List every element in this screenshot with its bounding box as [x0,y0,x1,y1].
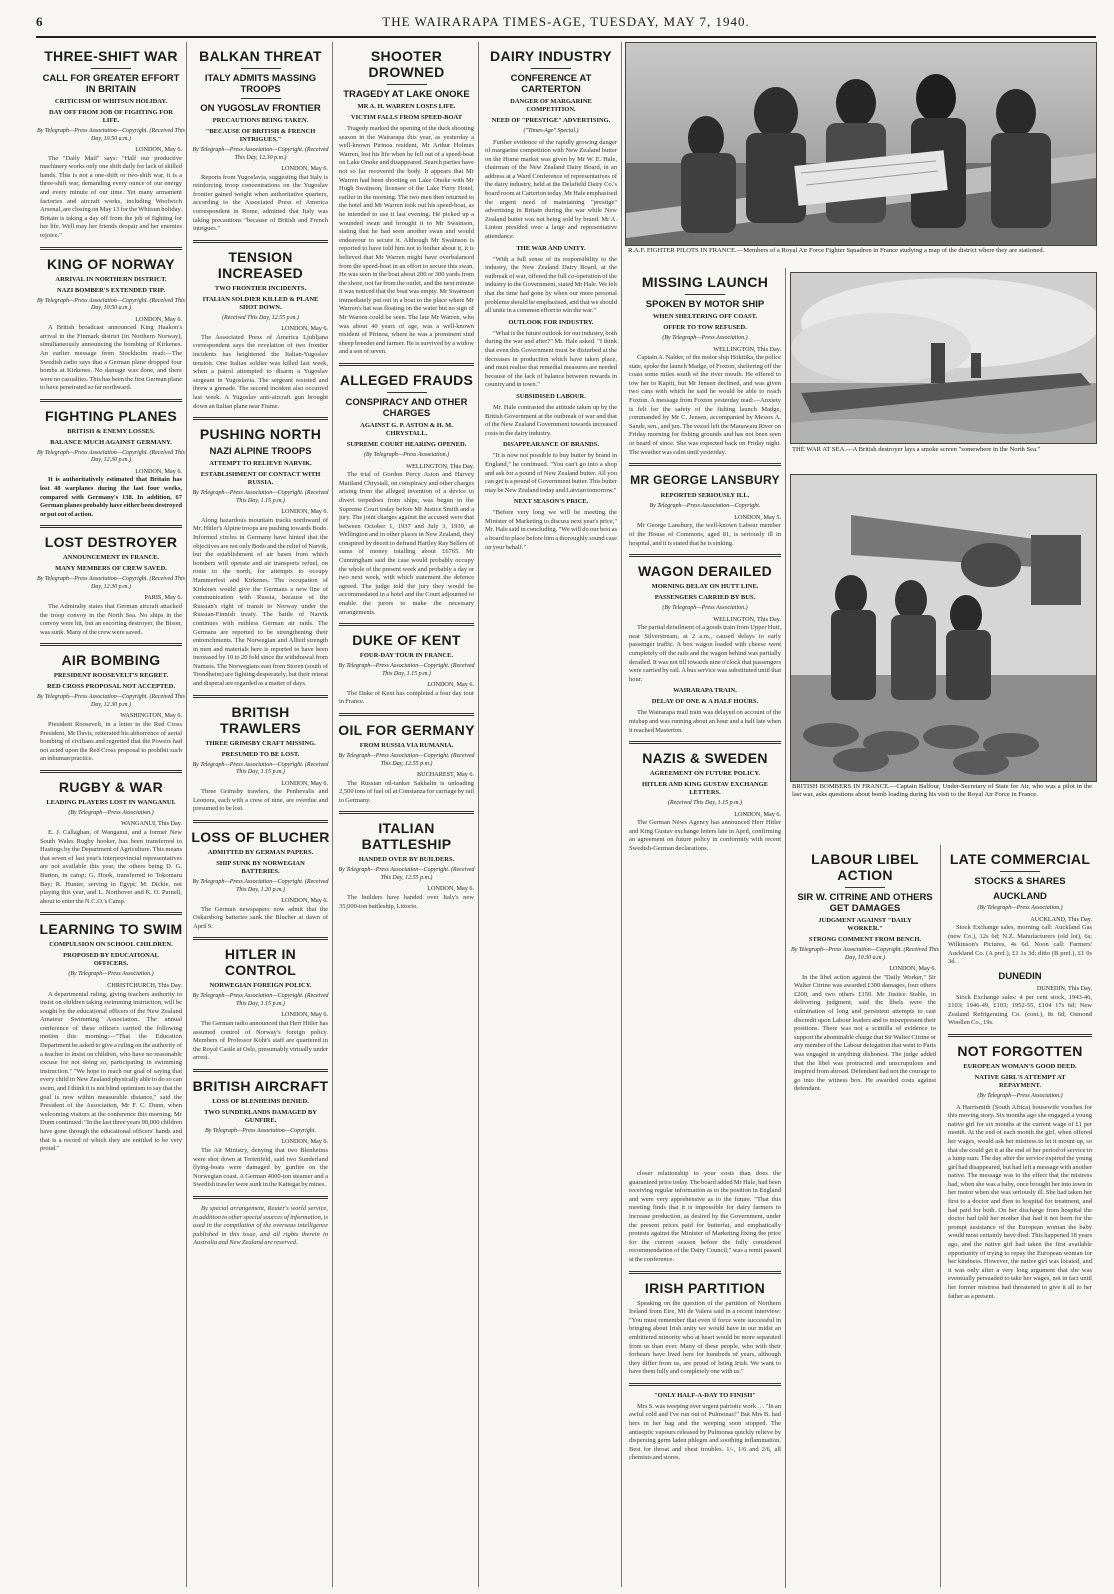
article-alleged-frauds [335,372,478,617]
deck: TWO SUNDERLANDS DAMAGED BY GUNFIRE. [204,1108,317,1124]
subheadline: ON YUGOSLAV FRONTIER [200,103,321,114]
article-shooter-drowned [335,48,478,357]
deck: "BECAUSE OF BRITISH & FRENCH INTRIGUES." [205,128,316,143]
subheadline: AGREEMENT ON FUTURE POLICY. [649,770,761,778]
subheadline: LOSS OF BLENHEIMS DENIED. [212,1097,309,1105]
byline: By Telegraph—Press Association—Copyright. (Received This Day, 1.15 p.m.) [338,663,475,677]
subheadline: ANNOUNCEMENT IN FRANCE. [62,554,160,562]
deck: VICTIM FALLS FROM SPEED-BOAT [350,114,463,121]
article-body: The Duke of Kent has completed a four day tour in France. [339,689,474,706]
headline: DUKE OF KENT [352,632,461,649]
divider [629,1383,781,1386]
byline: By Telegraph—Press Association—Copyright. (Received This Day, 12.30 p.m.) [37,576,185,590]
dateline: LONDON, May 6. [281,779,328,787]
photo-caption: THE WAR AT SEA.—A British destroyer lays a smoke screen "somewhere in the North Sea." [792,446,1041,453]
article-three-shift-war [36,48,186,241]
rule [241,98,281,99]
dateline: LONDON, May 6. [427,681,474,689]
masthead-title: THE WAIRARAPA TIMES-AGE, TUESDAY, MAY 7, 1940. [382,14,750,29]
article-balkan-threat [189,48,332,234]
divider [339,713,474,716]
deck: ITALIAN SOLDIER KILLED & PLANE SHOT DOWN. [202,295,319,311]
rule [387,392,427,393]
byline: By Telegraph—Press Association—Copyright. (Received This Day, 10.50 a.m.) [37,128,185,142]
section-heading: DUNEDIN [998,971,1042,983]
headline: LOST DESTROYER [44,534,178,551]
dateline: CHRISTCHURCH, This Day. [107,981,182,989]
subheadline: THREE GRIMSBY CRAFT MISSING. [205,739,316,747]
deck: PRESUMED TO BE LOST. [221,750,300,758]
subheadline: HANDED OVER BY BUILDERS. [358,856,455,864]
deck: JUDGMENT AGAINST "DAILY WORKER." [818,917,912,932]
section-heading: WAIRARAPA TRAIN. [673,687,737,695]
divider [40,247,182,250]
article-irish-partition [625,1280,785,1377]
byline: By Telegraph—Press Association—Copyright. (Received This Day, 1.15 p.m.) [192,490,329,504]
rule [387,84,427,85]
deck: DANGER OF MARGARINE COMPETITION. [510,98,592,113]
rule [241,68,281,69]
deck: DAY OFF FROM JOB OF FIGHTING FOR LIFE. [49,109,173,124]
byline: (By Telegraph—Press Association.) [977,1093,1063,1100]
subheadline: PRESIDENT ROOSEVELT'S REGRET. [53,672,169,680]
byline: (By Telegraph—Press Association.) [662,605,748,612]
headline: IRISH PARTITION [644,1279,766,1296]
article-body: The German newspapers now admit that the Oskarsborg batteries sank the Blucher at dawn of April 9. [193,905,328,930]
article-body: A Harrismith (South Africa) housewife vouches for this moving story. Six months ago she engaged a young native girl for six months at the current wage of £1 per month. At the end of each month the girl, when offered her wages, would ask her mistress to let it mount up, so that she could get it at the end of her period of service in a lump sum. The day after the service expired the young girl had disappeared, but had left a message with another native. The message was to the effect that the mistress had, when she was a baby, once brought her into town in her motor when she was seriously ill. She had taken her first to a doctor and then to hospital for treatment, and had paid for both. On her discharge from hospital the doctor had told her mother that had it not been for the prompt assistance of the European woman the baby would most certainly have died. This happened 18 years ago, and the native girl had taken the first available opportunity of trying to repay the European woman for her kindness. However, the native girl was located, and it was only after a very long argument that she was eventually persuaded to take her wages, not in fact until her former mistress had threatened to give it all to her father as a present. [948,1103,1092,1300]
article-body: The German radio announced that Herr Hitler has assumed control of Norway's foreign policy. Members of Professor Koht's staff are quartered in the Royal Castle at Oslo, presumably virtually under arrest. [193,1020,328,1062]
headline: PUSHING NORTH [199,426,322,443]
divider [193,1196,328,1199]
divider [948,1034,1092,1037]
subheadline: ITALY ADMITS MASSING TROOPS [204,73,317,95]
headline: ITALIAN BATTLESHIP [361,820,452,853]
article-king-of-norway [36,256,186,393]
dateline: LONDON, May 6. [281,165,328,172]
divider [193,417,328,420]
headline: LEARNING TO SWIM [39,921,183,938]
photo-caption: BRITISH BOMBERS IN FRANCE.—Captain Balfour, Under-Secretary of State for Air, who was a pilot in the last war, asks questions about bomb loading during his visit to the Royal Air Force in France. [792,783,1092,799]
divider [193,240,328,243]
deck: MR A. H. WARREN LOSES LIFE. [357,103,456,110]
dateline: WASHINGTON, May 6. [120,712,182,720]
subheadline: FROM RUSSIA VIA RUMANIA. [359,742,454,749]
deck: BALANCE MUCH AGAINST GERMANY. [50,438,172,446]
rule [845,887,885,888]
deck: AGAINST G. P. ASTON & H. M. CHRYSTALL. [360,422,453,438]
article-lost-destroyer [36,534,186,637]
deck: CRITICISM OF WHITSUN HOLIDAY. [54,98,168,105]
article-missing-launch [625,274,785,457]
dateline: LONDON, May 6. [427,885,474,893]
deck: NATIVE GIRL'S ATTEMPT AT REPAYMENT. [974,1074,1066,1090]
column-7 [944,845,1096,1587]
deck: PROPOSED BY EDUCATIONAL OFFICERS. [63,952,159,968]
headline: MISSING LAUNCH [641,274,769,290]
article-body: "Before very long we will be meeting the Minister of Marketing to discuss next year's price," Mr. Hale said in concluding. "We will do our best as a board to place before him a thoroughly sound case on your behalf." [485,509,617,551]
byline: (By Telegraph—Press Association.) [363,452,450,459]
article-body: Speaking on the question of the partition of Northern Ireland from Eire, Mr de Valera said in a recent interview: "You must remember that even if force were successful in bringing about Irish unity we would have in our midst an embittered minority who at heart would be more separated from us than ever. Many of these people, who with their forbears have lived here for hundreds of years, although they differ from us, are proud of being Irish. We want to have them fully and completely one with us." [629,1299,781,1376]
article-body: Further evidence of the rapidly growing danger of margarine competition with New Zealand butter on the Home market was given by Mr W. E. Hale, chairman of the New Zealand Dairy Board, in an address at a Ward Conference of representatives of the dairy industry, held at the Delafield Dairy Co.'s board room at Carterton today. Mr Hale emphasised the urgent need of maintaining "prestige" advertising in Britain during the war while New Zealand butter was not being sold by brand. Mr A. Linton presided over a large and representative attendance. [485,138,617,241]
article-body: Mr George Lansbury, the well-known Labour member of the House of Commons, aged 81, is seriously ill in hospital, and it is stated that he is sinking. [629,522,781,547]
headline: BALKAN THREAT [199,48,322,64]
headline: MR GEORGE LANSBURY [630,473,780,488]
headline: AIR BOMBING [61,652,161,669]
subheadline: ARRIVAL IN NORTHERN DISTRICT. [55,275,167,283]
divider [193,937,328,940]
section-heading: THE WAR AND UNITY. [516,244,586,252]
subheadline: CONSPIRACY AND OTHER CHARGES [345,397,468,420]
rule [685,294,725,295]
divider [193,695,328,698]
byline: (By Telegraph—Press Association.) [977,905,1063,911]
rule [531,68,571,69]
article-body: "It is now not possible to buy butter by brand in England," he continued. "You can't go into a shop and ask for a pound of New Zealand butter. All you can get is a pound of Government butter. This butter may be New Zealand today and Latvian tomorrow." [485,452,617,494]
subheadline: COMPULSION ON SCHOOL CHILDREN. [49,941,173,949]
headline: SHOOTER DROWNED [368,48,445,80]
headline: BRITISH TRAWLERS [220,703,301,736]
subheadline: LEADING PLAYERS LOST IN WANGANUI. [46,798,176,806]
column-2 [189,42,333,1587]
article-body: E. J. Callaghan, of Wanganui, and a former New South Wales Rugby hooker, has been transferred to Hastings by the Department of Agriculture. This means that seven of last year's interprovincial representatives are not available this year, the others being D. G. Burton, in camp; G. Hook, transferred to Tokomaru Bay; R. Hunter, serving in Egypt; M. Dickie, not playing this year, and L. Northover and K. O. Parnell, about to enter the N.C.O.'s Camp. [40,829,182,905]
photo-image [626,43,1096,245]
deck: PASSENGERS CARRIED BY BUS. [654,594,756,602]
byline: By Telegraph—Press Association—Copyright. (Received This Day, 1.15 p.m.) [192,993,329,1007]
dateline: LONDON, May 6. [135,315,182,323]
subheadline: STOCKS & SHARES [974,876,1066,887]
divider [193,1069,328,1072]
divider [339,363,474,366]
article-body: President Roosevelt, in a letter to the Red Cross President, Mr Davis, reiterated his abhorrence of aerial bombing of civilians and regretted that the Powers had not acted upon the Red Cross proposal to prohibit such an inhuman practice. [40,721,182,763]
rule [91,68,131,69]
deck: WHEN SHELTERING OFF COAST. [652,313,758,320]
dateline: WELLINGTON, This Day. [713,345,781,353]
subheadline: NAZI ALPINE TROOPS [209,446,312,458]
deck: HITLER AND KING GUSTAV EXCHANGE LETTERS. [641,781,769,797]
article-body: "What is the future outlook for our industry, both during the war and after?" Mr. Hale asked. "I think that even this Government must be disturbed at the decreases in production which have taken place, and must realise that remedial measures are needed because of the lack of balance between rewards in country and in town." [485,329,617,389]
article-body: The Wairarapa mail train was delayed on account of the mishap and was running about an hour and a half late when it reached Masterton. [629,709,781,734]
headline: LOSS OF BLUCHER [191,829,330,846]
article-body: The Russian oil-tanker Sakhalin is unloading 2,500 tons of fuel oil at Constanza for carriage by rail to Germany. [339,779,474,804]
article-late-commercial [944,851,1096,1028]
article-loss-of-blucher [189,829,332,931]
deck: PRECAUTIONS BEING TAKEN. [212,117,309,124]
byline: By Telegraph—Press Association—Copyright. [649,503,761,510]
byline: (By Telegraph—Press Association.) [68,971,154,978]
divider [339,811,474,814]
divider [40,525,182,528]
article-pushing-north [189,426,332,688]
deck: OFFER TO TOW REFUSED. [663,324,747,331]
subheadline: CALL FOR GREATER EFFORT IN BRITAIN [42,73,180,95]
deck: NEED OF "PRESTIGE" ADVERTISING. [491,117,611,124]
article-body: In the libel action against the "Daily Worker," Sir Walter Citrine was awarded £300 damages, four others £200, and two others £150. Mr Justice Stable, in delivering judgment, said the libels were the culmination of long and persistent attempts to cast discredit upon Labour leaders and to misrepresent their positions. There was not a scintilla of evidence to support the abominable charge that Sir Walter Citrine or any member of the Labour delegation that went to Paris was engaged in anything dishonest. The judge added that the libel was protracted and unscrupulous and inspired from abroad. Defendant had not the courage to go into the witness box. He awarded costs against defendant. [794,973,936,1093]
column-4 [481,42,622,1587]
deck: STRONG COMMENT FROM BENCH. [808,936,922,943]
article-george-lansbury [625,472,785,548]
dateline: BUCHAREST, May 6. [417,771,474,778]
photo-image [791,475,1096,781]
article-body: Stock Exchange sales: 4 per cent stock, 1943-46, £103; 1946-49, £103; 1952-55, £104 17s 6d; New Zealand Refrigerating Co. (cont.), 8s 6d; Osmond Woollen Co., 19s. [948,993,1092,1027]
article-body: The Associated Press of America Ljubljana correspondent says the revelation of two frontier incidents has heightened the Italian-Yugoslav tension. One Italian soldier was killed last week, when a patrol attempted to disarm a Yugoslav sergeant in Yugoslavia. The sergeant resisted and threw a grenade. The second incident also occurred last week. A Yugoslav anti-aircraft gun brought down an Italian plane near Fiume. [193,333,328,410]
dateline: LONDON, May 6. [734,810,781,818]
column-5-lower [625,1170,786,1588]
byline: By Telegraph—Press Association—Copyright. (Received This Day, 12.30 p.m.) [192,147,329,161]
byline: (Received This Day, 1.15 p.m.) [668,800,742,807]
subheadline: REPORTED SERIOUSLY ILL. [660,492,750,500]
photo-caption: R.A.F. FIGHTER PILOTS IN FRANCE.—Members of a Royal Air Force Fighter Squadron in France studying a map of the district where they are stationed. [628,247,1045,254]
article-body-continued: closer relationship to your costs than does the guaranteed price today. The board added Mr Hale, had been receiving regular information as to the position in England and were very apprehensive as to the future. "That this meeting finds that it is impossible for dairy farmers to increase production, as desired by the Government, under the present prices paid for butterfat, and emphatically protests against the Minister of Marketing fixing the price for the current season before the fully considered recommendation of the Dairy Council," was a remit passed at the conference. [629,1170,781,1263]
article-wagon-derailed [625,563,785,735]
byline: By Telegraph—Press Association—Copyright. (Received This Day, 10.50 a.m.) [37,297,185,312]
byline: By Telegraph—Press Association—Copyright. (Received This Day, 1.15 p.m.) [192,761,329,776]
article-duke-of-kent [335,632,478,707]
dateline: WELLINGTON, This Day. [713,615,781,623]
byline: By Telegraph—Press Association—Copyright. (Received This Day, 10.30 a.m.) [791,947,939,961]
article-body: "With a full sense of its responsibility to the industry, the New Zealand Dairy Board, at the outbreak of war, offered the full co-operation of the industry to the Government, stated Mr Hale. We felt that the time had gone by when our more personal problems should be emphasised, and that we should all unite in a common effort to win the war." [485,255,617,315]
reuter-notice: By special arrangement, Reuter's world service, in addition to other special sources of information, is used in the compilation of the overseas intelligence published in this issue, and all rights therein in Australia and New Zealand are reserved. [193,1205,328,1247]
dateline: LONDON, May 6. [889,965,936,972]
rule [1000,871,1040,872]
photo-war-at-sea [790,272,1097,444]
article-labour-libel-action [790,851,940,1094]
article-body: It is authoritatively estimated that Britain has lost 48 warplanes during the last four weeks, compared with Germany's 138. In addition, 67 German planes probably have either been destroyed or put out of action. [40,476,182,518]
headline: OIL FOR GERMANY [338,722,475,738]
column-6 [790,845,941,1587]
article-body: A departmental ruling, giving teachers authority to insist on children taking swimming instruction, will be sought by the educational officers of the New Zealand Amateur Swimming Association. The annual conference of these officers carried the following motion this morning:—"That the Education Department be asked to give a ruling on the authority of a teacher to insist on children, who have no reasonable excuse for not doing so, participating in swimming instruction." "We hope to reach our goal of saying that every child in New Zealand physically able to do so can swim, and I think it is not blind optimism to say that the goal is now within measurable distance," said the President of the Association, Mr F. C. Dunn, when welcoming visitors at the conference this morning. Mr Dunn continued: "In the last three years 90,000 children have gone through the educational officers' hands and that is a record of which they are entitled to be very proud." [40,990,182,1153]
article-italian-battleship [335,820,478,911]
article-tension-increased [189,249,332,411]
dateline: LONDON, May 6. [281,1011,328,1019]
divider [40,643,182,646]
article-body: Captain A. Nalder, of the motor ship Hokitika, the police state, spoke the launch Madge, of Foxton, sheltering off the coast some miles south of the river mouth. He offered to tow her to Kapiti, but Mr Jensen declined, and was given two cans with which he said he would be able to reach Foxton. A message from Foxton yesterday read:—Anxiety is felt for the safety of the fishing launch Madge, commanded by Mr C. Jensen, accompanied by Messrs A. Sands, sen., and jun. The vessel left the Manawatu River on Friday morning for fishing grounds and has not been seen or heard of since. She was expected back on Friday night. The weather was calm until yesterday. [629,354,781,456]
divider [40,770,182,773]
subheadline: BRITISH & ENEMY LOSSES. [67,427,155,435]
headline: ALLEGED FRAUDS [339,372,474,389]
byline: By Telegraph—Press Association—Copyright. (Received This Day, 12.30 p.m.) [37,694,185,708]
article-air-bombing [36,652,186,764]
subheadline: SPOKEN BY MOTOR SHIP [645,299,765,310]
article-dairy-industry [481,48,621,552]
divider [629,554,781,557]
subheadline: TRAGEDY AT LAKE ONOKE [343,89,470,100]
article-body: The partial derailment of a goods train from Upper Hutt, near Silverstream, at 2 a.m., caused delays to early passenger traffic. A box wagon loaded with cheese went completely off the rails and the wagon behind was partially derailed. It was not till towards nine o'clock that passengers were carried by rail. A bus service was substituted until that hour. [629,624,781,683]
byline: By Telegraph—Press Association—Copyright. (Received This Day, 12.30 p.m.) [37,449,185,464]
dateline: LONDON, May 6. [281,508,328,516]
headline: WAGON DERAILED [637,563,773,580]
subheadline: ADMITTED BY GERMAN PAPERS. [207,849,314,857]
article-oil-for-germany [335,722,478,805]
article-body: The "Daily Mail" says: "Half our productive machinery works only one shift daily for lack of skilled hands. This is not a one-shift or two-shift war, it is a three-shift war, demanding every ounce of our energy and every minute of our time. Yet many armament factories and aircraft works, including Woolwich Arsenal, are closing on May 13 for the Whitsun holiday. Britain is taking a day off from the job of fighting for her life. Well may her friends despair and her enemies rejoice." [40,154,182,239]
headline: LABOUR LIBEL ACTION [811,851,919,883]
deck: SUPREME COURT HEARING OPENED. [346,441,467,449]
article-body: Reports from Yugoslavia, suggesting that Italy is reinforcing troop concentrations on the Yugoslav frontier gained weight when authoritative quarters, according to the Associated Press of America correspondent in Rome, admitted that Italy was taking precautions "because of British and French intrigues." [193,173,328,233]
article-fighting-planes [36,408,186,520]
subheadline: FOUR-DAY TOUR IN FRANCE. [359,652,454,660]
byline: (By Telegraph—Press Association.) [68,809,154,816]
deck: RED CROSS PROPOSAL NOT ACCEPTED. [47,683,175,691]
divider [40,912,182,915]
headline: RUGBY & WAR [58,778,164,795]
article-body: The trial of Gordon Percy Aston and Harvey Maitland Chrystall, on conspiracy and other charges arising from the alleged invention of a device to divert torpedoes from ships, was begun in the Supreme Court today before Mr Justice Smith and a jury. The joint charges against the accused were that between October 1, 1937 and July 3, 1939, at Wellington and in other places in New Zealand, they conspired by deceit to defraud Hartley Ray Sellers of sums of money totalling about £6765. Mr Cunningham said the case would probably occupy the whole of the present week and probably a day or two next week, with which statement the defence agreed. The judge told the jury they would be accommodated in a hotel and the Court adjourned to enable the jurors to make the necessary arrangements. [339,471,474,616]
article-hitler-in-control [189,946,332,1063]
headline: NAZIS & SWEDEN [642,750,768,767]
section-heading: OUTLOOK FOR INDUSTRY. [508,318,594,326]
dateline: LONDON, May 6. [281,325,328,333]
byline: (Received This Day, 12.55 p.m.) [222,314,299,321]
photo-raf-fighter-pilots [625,42,1097,246]
deck: MANY MEMBERS OF CREW SAVED. [55,565,167,573]
article-body: The Air Ministry, denying that two Blenheims were shot down at Tertenfeld, said two Sunderland flying-boats were damaged by gunfire on the Norwegian coast. A German 4000-ton steamer and a Swedish trawler were sunk in the Kattegat by mines. [193,1147,328,1189]
dateline: LONDON, May 6. [281,1138,328,1146]
headline: THREE-SHIFT WAR [44,48,178,64]
article-body: Three Grimsby trawlers, the Penhevalis and Leonora, each with a crew of nine, are overdue and presumed to be lost. [193,788,328,813]
subheadline: NORWEGIAN FOREIGN POLICY. [209,982,312,990]
subheadline: EUROPEAN WOMAN'S GOOD DEED. [963,1063,1077,1071]
byline: By Telegraph—Press Association—Copyright. (Received This Day, 12.55 p.m.) [338,753,475,767]
byline: (By Telegraph—Press Association.) [662,335,748,341]
photo-british-bombers [790,474,1097,782]
masthead [36,8,1096,38]
dateline: LONDON, May 5. [734,513,781,521]
dateline: PARIS, May 6. [144,594,182,602]
article-body: The builders have handed over Italy's new 35,000-ton battleship, Littorio. [339,893,474,910]
divider [193,820,328,823]
divider [40,399,182,402]
dateline: AUCKLAND, This Day. [1030,915,1092,923]
headline: TENSION INCREASED [217,248,304,281]
article-british-trawlers [189,704,332,814]
article-rugby-and-war [36,779,186,906]
headline: NOT FORGOTTEN [957,1043,1083,1060]
divider [629,1271,781,1274]
ad-heading: "ONLY HALF-A-DAY TO FINISH" [654,1391,756,1399]
subheadline: CONFERENCE AT CARTERTON [510,73,592,95]
section-heading: DELAY OF ONE & A HALF HOURS. [651,698,759,706]
headline: KING OF NORWAY [47,255,175,272]
headline: BRITISH AIRCRAFT [192,1077,329,1094]
divider [339,623,474,626]
photo-image [791,273,1096,443]
article-body: Stock Exchange sales, morning call: Auckland Gas (new Co.), 12s 6d; N.Z. Manufacturers (old lot), 6s; Wilkinson's Pictures, 4s 6d. Noon call: Farmers' Auckland Co. (A pref.), £1 1s 3d; ditto (B pref.), £1 0s 3d. [948,924,1092,966]
article-body: Mr. Hale contrasted the attitude taken up by the British Government at the outbreak of war and that of the New Zealand Government towards increased costs in the dairy industry. [485,403,617,437]
dateline: LONDON, May 6. [135,146,182,153]
section-heading: AUCKLAND [993,891,1047,902]
headline: DAIRY INDUSTRY [490,48,612,64]
byline: By Telegraph—Press Association—Copyright. (Received This Day, 12.55 p.m.) [338,867,475,881]
advertisement-pulmonas [625,1392,785,1463]
deck: ESTABLISHMENT OF CONTACT WITH RUSSIA. [200,471,321,487]
article-nazis-and-sweden [625,750,785,853]
dateline: DUNEDIN, This Day. [1036,985,1092,993]
section-heading: DISAPPEARANCE OF BRANDS. [502,441,599,449]
deck: NAZI BOMBER'S EXTENDED TRIP. [57,286,165,294]
byline: By Telegraph—Press Association—Copyright. (Received This Day, 1.20 p.m.) [192,879,329,893]
dateline: LONDON, May 6. [135,467,182,475]
article-body: Tragedy marked the opening of the duck shooting season in the Wairarapa this year, as yesterday a well-known Pirinoa resident, Mr Arthur Holmes Warren, lost his life when he fell out of a speed-boat on Lake Onoke and disappeared. Search parties have not so far recovered the body. It appears that Mr Warren had been shooting on Lake Onoke with Mr Hugh Swainson, licensee of the Lake Ferry Hotel, earlier in the morning. The two men then returned to the hotel and Mr Warren took out his speed-boat, as he intended to use it last evening. He picked up a wounded swan and brought it to Mr Swainson, stating that he had seen another swan and would endeavour to secure it. Although Mr Swainson is reported to have told him not to bother about it, it is believed that Mr Warren might have overbalanced from the speed-boat in an effort to secure this swan. He was seen in the boat about 200 or 300 yards from the shore, not far from the outlet, and the next minute it was noticed that the boat was empty. Mr Swainson immediately put out in a boat to the place where Mr Warren's hat was floating on the water but no sign of Mr Warren could be seen. The late Mr Warren, who was about 40 years of age, was a well-known resident of Pirinoa, where he was a prominent stud sheep breeder and farmer. He is survived by a widow and a son of seven. [339,125,474,356]
article-body: Along hazardous mountain tracks northward of Mr. Hitler's Alpine troops are pushing towards Bodo. Informed circles in Germany have hinted that the objectives are not only Bodo and the relief of Narvik, but the establishment of air bases from which bombers will operate and air transports refuel, on route to the north, for attempts to occupy Hammerfest and Kirkenes. The occupation of Kirkenes would give the Germans a new line of communication with Russia, because of the Russian's right of transit to Norway under the Russian-Finnish treaty. The battle of Narvik continues with ruthless German air raids. The Germans are reported to be strengthening their entrenchments. The Norwegian and Allied strength in men and materials here is reported to have been increased by 10 to 20 fold since the withdrawal from Namsos. The Norwegians east from Storen (south of Trondheim) are fighting desperately, but their retreat and disperal are regarded as a matter of days. [193,516,328,688]
deck: ATTEMPT TO RELIEVE NARVIK. [209,460,312,468]
ad-body: Mrs S. was weeping over urgent patriotic work . . . "In an awful cold and I've run out of Pulmonas!" But Mrs B. had hers in her bag and the weeping soon stopped. The antiseptic vapours released by Pulmonas quickly relieve by dispersing germ laden phlegm and soothing inflammation. Best for throat and chest troubles. 1/-, 1/6 and 2/6, all chemists and stores. [629,1402,781,1462]
article-not-forgotten [944,1043,1096,1301]
subheadline: MORNING DELAY ON HUTT LINE. [651,583,759,591]
byline: By Telegraph—Press Association—Copyright. [205,1127,316,1134]
headline: HITLER IN CONTROL [224,946,297,979]
section-heading: SUBSIDISED LABOUR. [516,392,586,400]
deck: SHIP SUNK BY NORWEGIAN BATTERIES. [216,860,305,876]
page-number: 6 [36,14,43,29]
article-body: A British broadcast announced King Haakon's arrival in the Finmark district (in Northern Norway), simultaneously announcing the bombing of Kirkenes. An earlier message from Stockholm read:—The Swedish radio says that a German plane dropped four bombs at Kirkenes. No damage was done, and there were no casualties. This has been the first German plane to have penetrated so far northward. [40,324,182,392]
section-heading: NEXT SEASON'S PRICE. [513,498,589,506]
headline: FIGHTING PLANES [44,407,178,424]
column-1 [36,42,187,1587]
subheadline: SIR W. CITRINE AND OTHERS GET DAMAGES [797,892,933,914]
dateline: WELLINGTON, This Day. [406,462,474,470]
divider [629,463,781,466]
subheadline: TWO FRONTIER INCIDENTS. [214,284,307,292]
byline: ("Times-Age" Special.) [523,128,579,134]
column-3 [335,42,479,1587]
article-learning-to-swim [36,921,186,1153]
divider [629,741,781,744]
article-british-aircraft [189,1078,332,1190]
article-body: The Admiralty states that German aircraft attacked the troop convoy in the North Sea. No ships in the convoy were hit, but an escorting destroyer, the Bison, was sunk. Many of the crew were saved. [40,603,182,636]
dateline: WANGANUI, This Day. [120,820,182,828]
article-body: The German News Agency has announced Herr Hitler and King Gustav exchange letters late in April, confirming an agreement on future policy in conformity with recent Swedish-German declarations. [629,819,781,852]
headline: LATE COMMERCIAL [949,851,1091,867]
dateline: LONDON, May 6. [281,897,328,905]
